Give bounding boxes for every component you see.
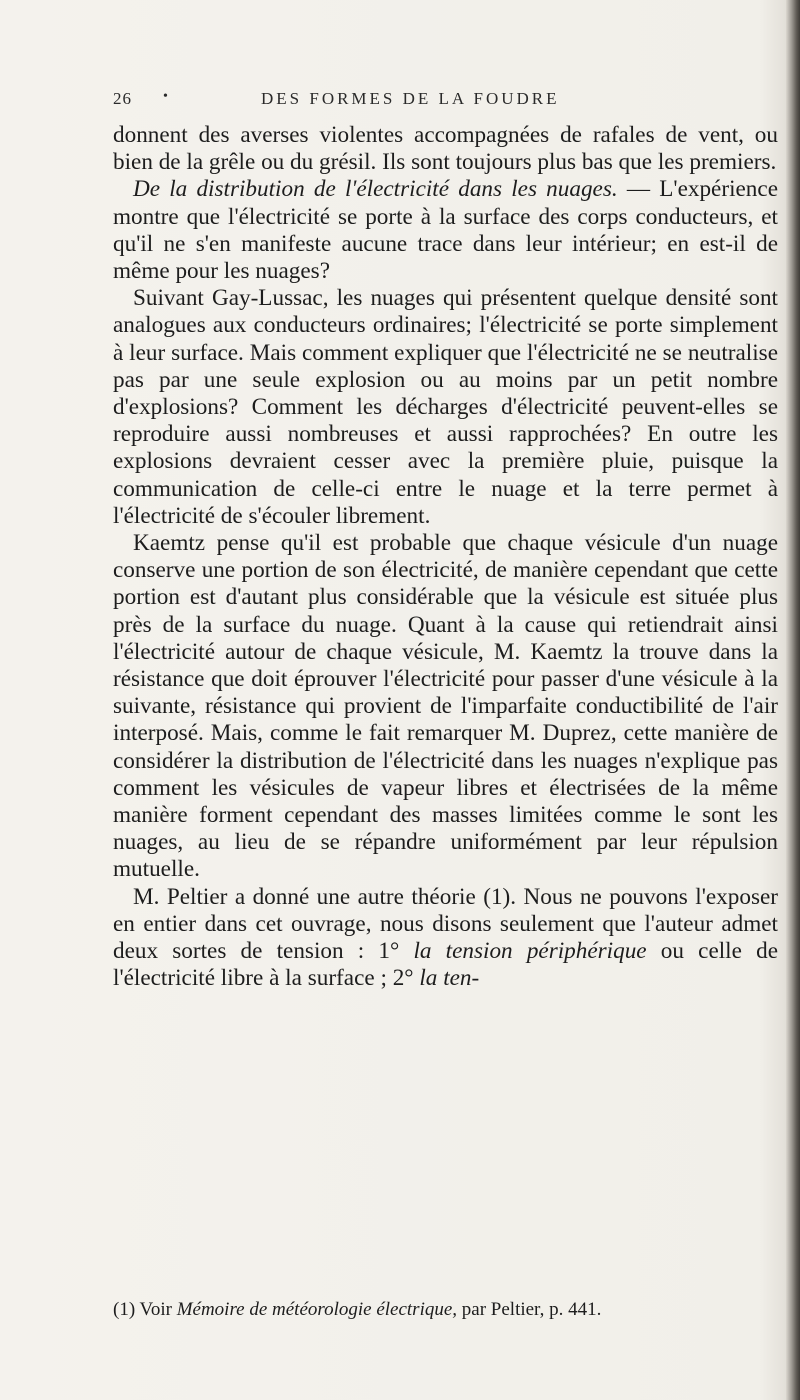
running-title: DES FORMES DE LA FOUDRE xyxy=(261,89,560,108)
footnote xyxy=(113,1298,778,1322)
page-edge xyxy=(786,0,800,1400)
main-text xyxy=(113,122,778,993)
footnote-marker: (1) Voir xyxy=(113,1299,177,1320)
paragraph-5 xyxy=(113,884,778,993)
running-header xyxy=(113,89,773,115)
footnote-rest: par Peltier, p. 441. xyxy=(457,1299,602,1320)
paragraph-2 xyxy=(113,176,778,285)
paragraph-2-text: — L'expérience montre que l'électricité se porte à la surface des corps conducteurs, et qu'il ne s'en manifeste aucune trace dans leur intérieur; en est-il de même pour les nuages? xyxy=(113,176,778,285)
section-heading: De la distribution de l'électricité dans les nuages. xyxy=(133,176,618,203)
paragraph-5-italic-2: la ten- xyxy=(419,965,480,992)
paragraph-3: Suivant Gay-Lussac, les nuages qui présentent quelque densité sont analogues aux conducteurs ordinaires; l'électricité se porte simplement à leur surface. Mais comment expliquer que l'électricité ne se neutralise pas par une seule explosion ou au moins par un petit nombre d'explosions? Comment les décharges d'électricité peuvent-elles se reproduire aussi nombreuses et aussi rapprochées? En outre les explosions devraient cesser avec la première pluie, puisque la communication de celle-ci entre le nuage et la terre permet à l'électricité de s'écouler librement. xyxy=(113,285,778,529)
paragraph-5-text-a: M. Peltier a donné une autre théorie (1). Nous ne pouvons l'exposer en entier dans cet ouvrage, nous disons seulement que l'auteur admet deux sortes de tension : 1° xyxy=(113,883,778,965)
footnote-title: Mémoire de météorologie électrique, xyxy=(176,1299,458,1320)
page-number: 26 xyxy=(113,89,132,108)
paragraph-5-text-b: ou celle de l'électricité libre à la surface ; 2° xyxy=(113,938,778,992)
paragraph-1: donnent des averses violentes accompagnées de rafales de vent, ou bien de la grêle ou du grésil. Ils sont toujours plus bas que les premiers. xyxy=(113,122,778,176)
paragraph-4: Kaemtz pense qu'il est probable que chaque vésicule d'un nuage conserve une portion de son électricité, de manière cependant que cette portion est d'autant plus considérable que la vésicule est située plus près de la surface du nuage. Quant à la cause qui retiendrait ainsi l'électricité autour de chaque vésicule, M. Kaemtz la trouve dans la résistance que doit éprouver l'électricité pour passer d'une vésicule à la suivante, résistance qui provient de l'imparfaite conductibilité de l'air interposé. Mais, comme le fait remarquer M. Duprez, cette manière de considérer la distribution de l'électricité dans les nuages n'explique pas comment les vésicules de vapeur libres et électrisées de la même manière forment cependant des masses limitées comme le sont les nuages, au lieu de se répandre uniformément par leur répulsion mutuelle. xyxy=(113,530,778,883)
printer-mark: • xyxy=(163,89,171,104)
paragraph-5-italic-1: la tension périphérique xyxy=(413,938,647,965)
